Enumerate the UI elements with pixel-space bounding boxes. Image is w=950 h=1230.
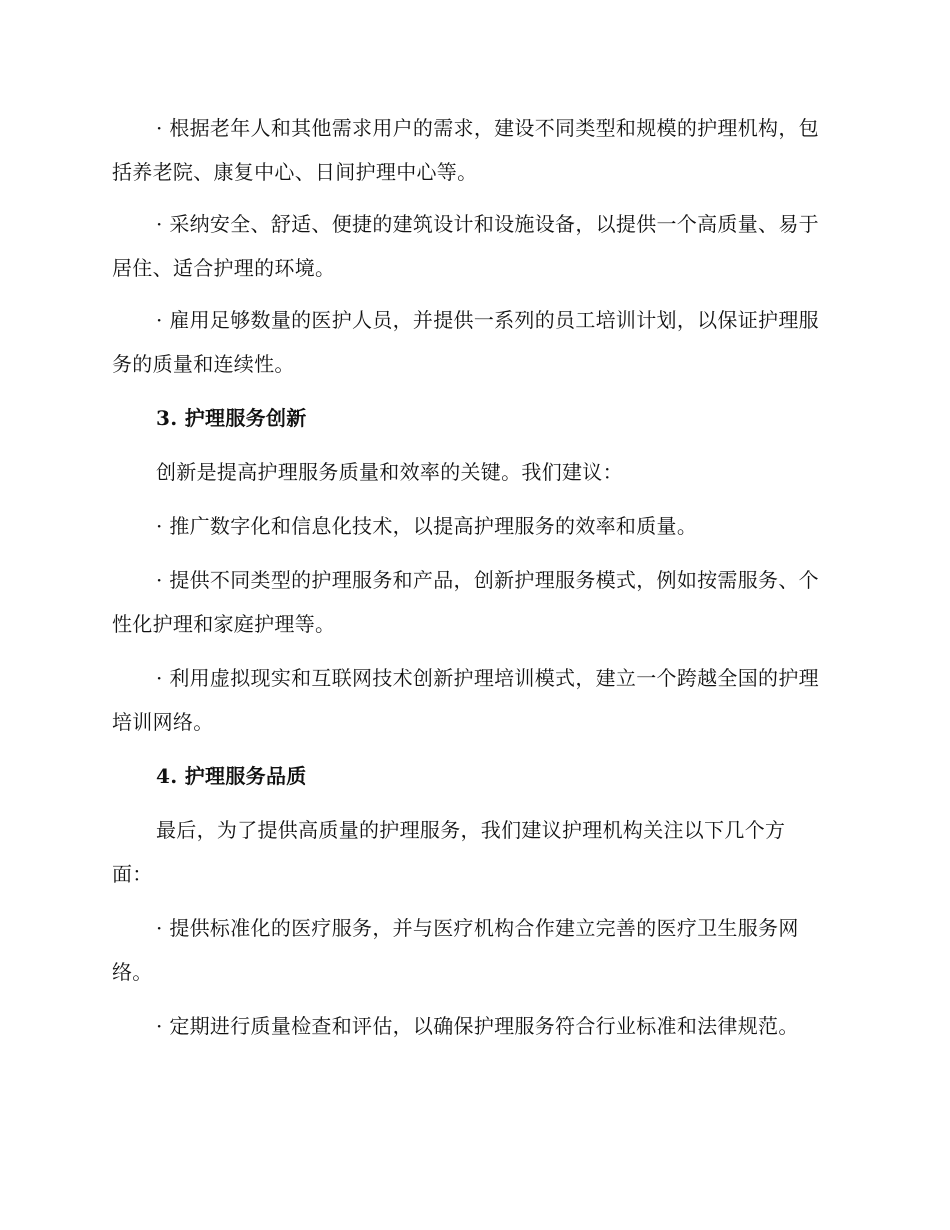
- section-intro-innovation: 创新是提高护理服务质量和效率的关键。我们建议：: [156, 460, 623, 484]
- bullet-paragraph-inspection: · 定期进行质量检查和评估，以确保护理服务符合行业标准和法律规范。: [156, 1014, 799, 1038]
- bullet-paragraph-digital: · 推广数字化和信息化技术，以提高护理服务的效率和质量。: [156, 514, 698, 538]
- section-heading-quality: 4. 护理服务品质: [156, 764, 307, 788]
- section-heading-innovation: 3. 护理服务创新: [156, 406, 307, 430]
- bullet-paragraph-design: · 采纳安全、舒适、便捷的建筑设计和设施设备，以提供一个高质量、易于居住、适合护理的环境。: [112, 212, 819, 280]
- bullet-paragraph-standardization: · 提供标准化的医疗服务，并与医疗机构合作建立完善的医疗卫生服务网络。: [112, 916, 799, 984]
- section-intro-quality: 最后，为了提供高质量的护理服务，我们建议护理机构关注以下几个方面：: [112, 818, 786, 886]
- bullet-paragraph-training: · 利用虚拟现实和互联网技术创新护理培训模式，建立一个跨越全国的护理培训网络。: [112, 666, 819, 734]
- bullet-paragraph-service-models: · 提供不同类型的护理服务和产品，创新护理服务模式，例如按需服务、个性化护理和家庭护理等。: [112, 568, 819, 636]
- bullet-paragraph-facilities: · 根据老年人和其他需求用户的需求，建设不同类型和规模的护理机构，包括养老院、康复中心、日间护理中心等。: [112, 116, 819, 184]
- bullet-paragraph-staffing: · 雇用足够数量的医护人员，并提供一系列的员工培训计划，以保证护理服务的质量和连续性。: [112, 308, 819, 376]
